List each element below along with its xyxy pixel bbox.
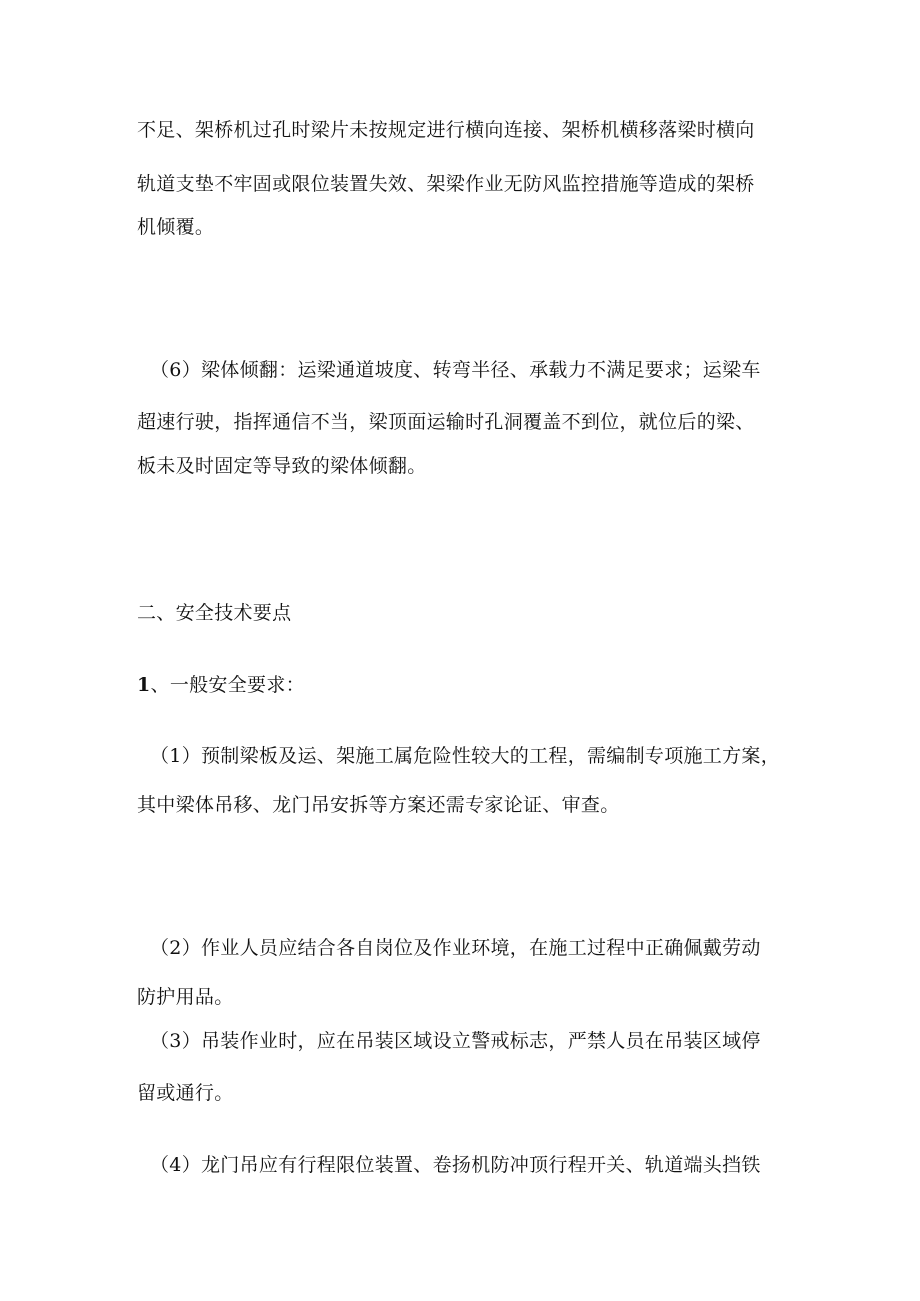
paragraph-line: 不足、架桥机过孔时梁片未按规定进行横向连接、架桥机横移落梁时横向 bbox=[137, 119, 755, 141]
paragraph-line: （6）梁体倾翻：运梁通道坡度、转弯半径、承载力不满足要求；运梁车 bbox=[150, 359, 761, 381]
paragraph-line: 机倾覆。 bbox=[137, 216, 215, 238]
paragraph-line: （2）作业人员应结合各自岗位及作业环境，在施工过程中正确佩戴劳动 bbox=[150, 937, 761, 959]
paragraph-line: 超速行驶，指挥通信不当，梁顶面运输时孔洞覆盖不到位，就位后的梁、 bbox=[137, 411, 755, 433]
subsection-number: 1 bbox=[137, 674, 151, 696]
paragraph-line: 留或通行。 bbox=[137, 1082, 234, 1104]
paragraph-line: 防护用品。 bbox=[137, 986, 234, 1008]
paragraph-line: 其中梁体吊移、龙门吊安拆等方案还需专家论证、审查。 bbox=[137, 794, 620, 816]
section-heading: 二、安全技术要点 bbox=[137, 602, 292, 624]
paragraph-line: 板未及时固定等导致的梁体倾翻。 bbox=[137, 455, 427, 477]
paragraph-line: （1）预制梁板及运、架施工属危险性较大的工程，需编制专项施工方案， bbox=[150, 745, 780, 767]
paragraph-line: 轨道支垫不牢固或限位装置失效、架梁作业无防风监控措施等造成的架桥 bbox=[137, 173, 755, 195]
paragraph-line: （4）龙门吊应有行程限位装置、卷扬机防冲顶行程开关、轨道端头挡铁 bbox=[150, 1154, 761, 1176]
subsection-title: 、一般安全要求： bbox=[150, 674, 305, 696]
paragraph-line: （3）吊装作业时，应在吊装区域设立警戒标志，严禁人员在吊装区域停 bbox=[150, 1030, 761, 1052]
subsection-heading bbox=[137, 672, 797, 698]
